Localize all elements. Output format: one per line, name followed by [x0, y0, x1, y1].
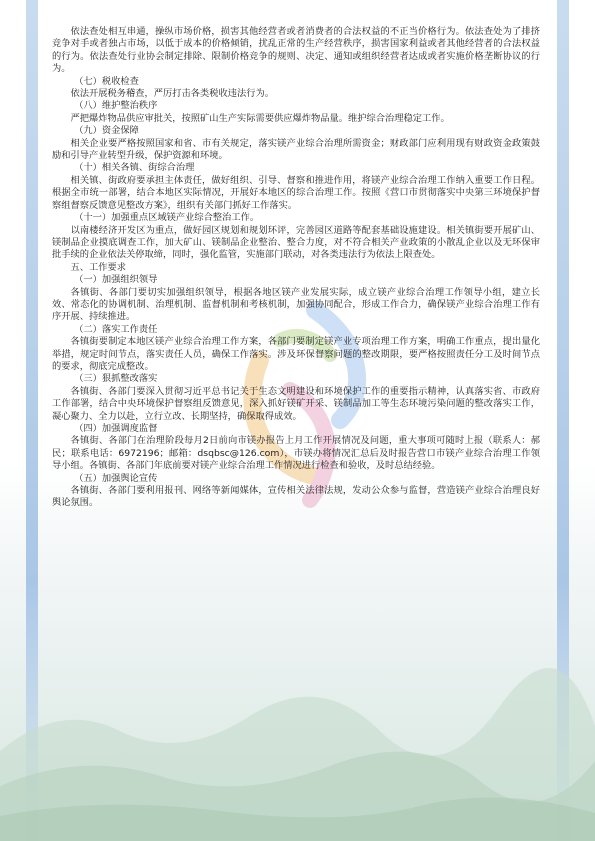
section-heading: （二）落实工作责任	[74, 323, 158, 335]
body-paragraph: 相关企业要严格按照国家和省、市有关规定，落实镁产业综合治理所需资金；财政部门应利用现有财政资金政策鼓励和引导产业转型升级，保护资源和环境。	[52, 137, 540, 162]
document-body	[52, 26, 540, 510]
section-heading: （七）税收检查	[74, 75, 139, 87]
body-paragraph: 相关镇、街政府要承担主体责任，做好组织、引导、督察和推进作用，将镁产业综合治理工作纳入重要工作日程。根据全市统一部署，结合本地区实际情况，开展好本地区的综合治理工作。按照《营口市贯彻落实中央第三环境保护督察组督察反馈意见整改方案》，组织有关部门抓好工作落实。	[52, 174, 540, 211]
section-heading: （九）资金保障	[74, 125, 139, 137]
body-paragraph: 五、工作要求	[70, 261, 126, 273]
landscape-background-image	[0, 581, 595, 841]
section-heading: （十）相关各镇、街综合治理	[74, 162, 195, 174]
body-paragraph: 严把爆炸物品供应审批关，按照矿山生产实际需要供应爆炸物品量。维护综合治理稳定工作。	[70, 112, 450, 124]
body-paragraph: 各镇街、各部门要利用报刊、网络等新闻媒体，宣传相关法律法规，发动公众参与监督，营造镁产业综合治理良好舆论氛围。	[52, 485, 540, 509]
body-paragraph: 各镇街、各部门要切实加强组织领导，根据各地区镁产业发展实际，成立镁产业综合治理工作领导小组，建立长效、常态化的协调机制、治理机制、监督机制和考核机制，加强协同配合，形成工作合力，确保镁产业综合治理工作有序开展、持续推进。	[52, 286, 540, 323]
body-paragraph: 各镇街要制定本地区镁产业综合治理工作方案，各部门要制定镁产业专项治理工作方案，明确工作重点，提出量化举措，规定时间节点，落实责任人员，确保工作落实。涉及环保督察问题的整改期限，要严格按照责任分工及时间节点的要求，彻底完成整改。	[52, 336, 540, 372]
body-paragraph: 各镇街、各部门要深入贯彻习近平总书记关于生态文明建设和环境保护工作的重要指示精神，认真落实省、市政府工作部署，结合中央环境保护督察组反馈意见，深入抓好镁矿开采、镁制品加工等生态环境污染问题的整改落实工作，凝心聚力、全力以赴，立行立改、长期坚持，确保取得成效。	[52, 385, 540, 422]
body-paragraph: 依法开展税务稽查，严厉打击各类税收违法行为。	[70, 88, 274, 100]
section-heading: （三）狠抓整改落实	[74, 373, 158, 385]
section-heading: （八）维护整治秩序	[74, 100, 158, 112]
body-paragraph: 各镇街、各部门在治理阶段每月2日前向市镁办报告上月工作开展情况及问题，重大事项可随时上报（联系人：郝民；联系电话：6972196；邮箱：dsqbsc@126.com），市镁办将情况汇总后及时报告营口市镁产业综合治理工作领导小组。各镇街、各部门年底前要对镁产业综合治理工作情况进行检查和验收，及时总结经验。	[52, 435, 540, 472]
section-heading: （十一）加强重点区域镁产业综合整治工作。	[74, 212, 260, 224]
section-heading: （一）加强组织领导	[74, 274, 158, 286]
body-paragraph: 以南楼经济开发区为重点，做好园区规划和规划环评，完善园区道路等配套基础设施建设。相关镇街要开展矿山、镁制品企业摸底调查工作，加大矿山、镁制品企业整治、整合力度，对不符合相关产业政策的小散乱企业以及无环保审批手续的企业依法关停取缔，同时，强化监管，实施部门联动，对各类违法行为依法上限查处。	[52, 224, 540, 261]
section-heading: （四）加强调度监督	[74, 423, 158, 434]
section-heading: （五）加强舆论宣传	[74, 472, 158, 484]
body-paragraph: 依法查处相互串通，操纵市场价格，损害其他经营者或者消费者的合法权益的不正当价格行为。依法查处为了排挤竞争对手或者独占市场，以低于成本的价格倾销，扰乱正常的生产经营秩序，损害国家利益或者其他经营者的合法权益的行为。依法查处行业协会制定排除、限制价格竞争的规则、决定、通知或组织经营者达成或者实施价格垄断协议的行为。	[52, 26, 540, 75]
